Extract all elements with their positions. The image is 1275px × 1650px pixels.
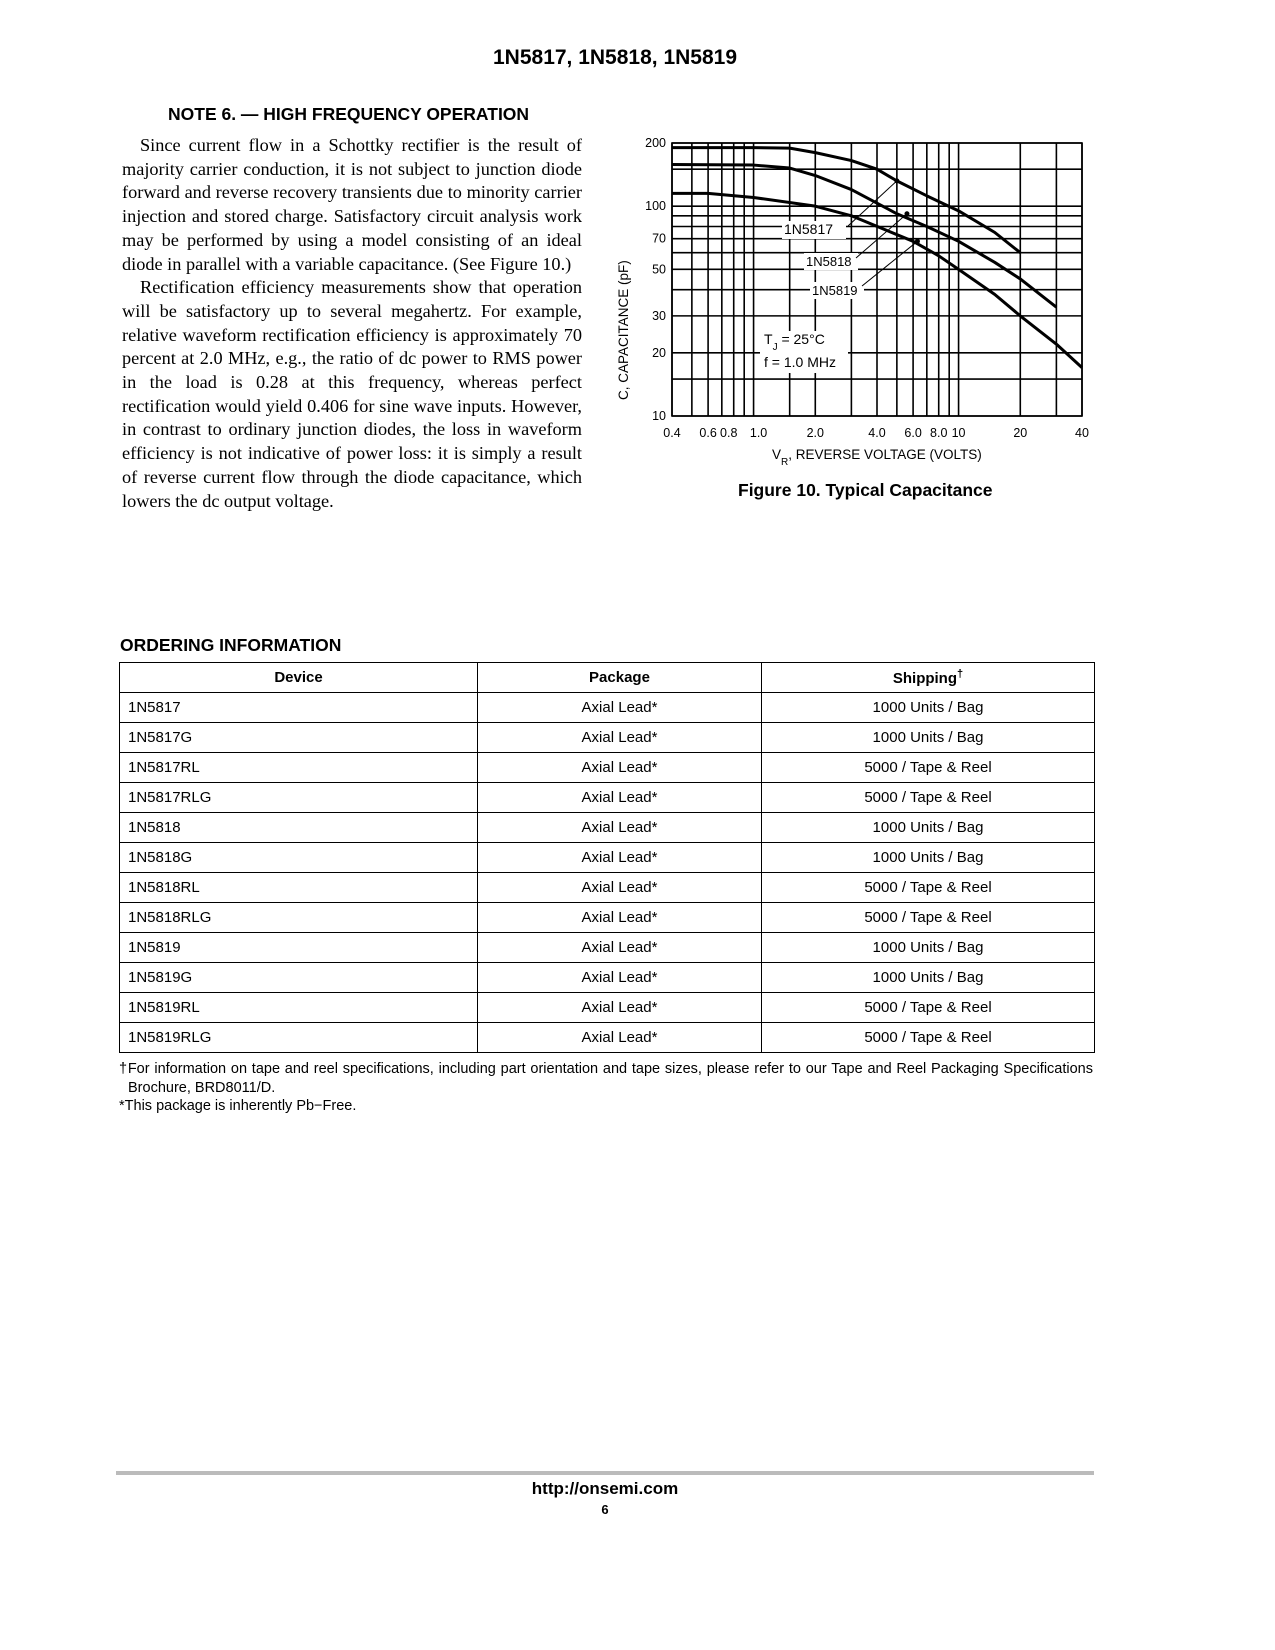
capacitance-chart — [600, 130, 1100, 470]
shipping-cell: 5000 / Tape & Reel — [762, 993, 1095, 1023]
package-cell: Axial Lead* — [478, 873, 762, 903]
x-axis-label: $V_R$, REVERSE VOLTAGE (VOLTS) — [772, 447, 982, 468]
shipping-cell: 1000 Units / Bag — [762, 963, 1095, 993]
x-tick-label: 20 — [1013, 426, 1028, 440]
x-tick-label: 6.0 — [904, 426, 922, 440]
y-tick-label: 100 — [645, 199, 666, 214]
device-cell: 1N5819G — [120, 963, 478, 993]
package-cell: Axial Lead* — [478, 963, 762, 993]
tj-annotation: $T_J = 25^\circ C$ — [764, 331, 825, 353]
x-tick-label: 0.6 — [699, 426, 717, 440]
x-tick-label: 2.0 — [806, 426, 824, 440]
note-heading: NOTE 6. — HIGH FREQUENCY OPERATION — [168, 104, 530, 124]
package-cell: Axial Lead* — [478, 783, 762, 813]
device-cell: 1N5819RLG — [120, 1023, 478, 1053]
page-title: 1N5817, 1N5818, 1N5819 — [492, 46, 738, 69]
device-cell: 1N5819 — [120, 933, 478, 963]
freq-annotation: f = 1.0 MHz — [764, 354, 836, 370]
series-label-1N5819: 1N5819 — [812, 283, 858, 298]
x-tick-label: 0.4 — [663, 426, 681, 440]
arrow-icon — [862, 241, 917, 286]
device-cell: 1N5817RL — [120, 753, 478, 783]
shipping-cell: 1000 Units / Bag — [762, 723, 1095, 753]
table-row — [120, 753, 1095, 783]
table-row — [120, 723, 1095, 753]
table-row — [120, 1023, 1095, 1053]
footnote-tape: †For information on tape and reel specifications, including part orientation and tape sizes, please refer to our Tape and Reel Packaging Specifications Brochure, BRD8011/D. — [119, 1061, 1093, 1096]
x-tick-label: 4.0 — [868, 426, 886, 440]
table-row — [120, 963, 1095, 993]
package-cell: Axial Lead* — [478, 693, 762, 723]
device-cell: 1N5818RL — [120, 873, 478, 903]
footnotes — [119, 1060, 1093, 1116]
x-tick-label: 40 — [1075, 426, 1089, 440]
table-row — [120, 843, 1095, 873]
y-tick-label: 70 — [652, 231, 666, 246]
package-cell: Axial Lead* — [478, 903, 762, 933]
ordering-heading: ORDERING INFORMATION — [120, 635, 342, 655]
note-body — [122, 134, 582, 513]
footer-rule — [116, 1471, 1094, 1475]
series-label-1N5818: 1N5818 — [806, 254, 852, 269]
footer-url[interactable]: http://onsemi.com — [531, 1479, 679, 1498]
device-cell: 1N5818G — [120, 843, 478, 873]
table-row — [120, 993, 1095, 1023]
y-tick-label: 50 — [652, 262, 666, 277]
package-cell: Axial Lead* — [478, 723, 762, 753]
x-tick-label: 1.0 — [749, 426, 768, 440]
figure-caption: Figure 10. Typical Capacitance — [738, 480, 993, 500]
package-cell: Axial Lead* — [478, 993, 762, 1023]
package-cell: Axial Lead* — [478, 1023, 762, 1053]
shipping-cell: 1000 Units / Bag — [762, 693, 1095, 723]
device-cell: 1N5818RLG — [120, 903, 478, 933]
shipping-cell: 5000 / Tape & Reel — [762, 783, 1095, 813]
shipping-cell: 1000 Units / Bag — [762, 813, 1095, 843]
table-row — [120, 783, 1095, 813]
shipping-cell: 1000 Units / Bag — [762, 843, 1095, 873]
device-cell: 1N5819RL — [120, 993, 478, 1023]
y-tick-label: 200 — [645, 136, 666, 150]
package-cell: Axial Lead* — [478, 843, 762, 873]
shipping-cell: 5000 / Tape & Reel — [762, 873, 1095, 903]
table-row — [120, 933, 1095, 963]
y-tick-label: 10 — [652, 409, 666, 423]
x-tick-label: 8.0 — [930, 426, 948, 440]
ordering-table — [119, 662, 1095, 1053]
page-number: 6 — [601, 1502, 609, 1517]
table-row — [120, 903, 1095, 933]
table-row — [120, 693, 1095, 723]
device-cell: 1N5817 — [120, 693, 478, 723]
y-tick-label: 20 — [652, 345, 666, 360]
x-tick-label: 10 — [951, 426, 966, 440]
col-shipping: Shipping† — [762, 663, 1095, 693]
shipping-cell: 1000 Units / Bag — [762, 933, 1095, 963]
paragraph: Rectification efficiency measurements show that operation will be satisfactory up to several megahertz. For example, relative waveform rectification efficiency is approximately 70 percent at 2.0 MHz, e.g., the ratio of dc power to RMS power in the load is 0.28 at this frequency, whereas perfect rectification would yield 0.406 for sine wave inputs. However, in contrast to ordinary junction diodes, the loss in waveform efficiency is not indicative of power loss: it is simply a result of reverse current flow through the diode capacitance, which lowers the dc output voltage. — [122, 277, 582, 511]
shipping-cell: 5000 / Tape & Reel — [762, 903, 1095, 933]
shipping-cell: 5000 / Tape & Reel — [762, 753, 1095, 783]
arrow-icon — [848, 181, 897, 226]
package-cell: Axial Lead* — [478, 753, 762, 783]
col-package: Package — [478, 663, 762, 693]
table-row — [120, 873, 1095, 903]
x-tick-label: 0.8 — [720, 426, 738, 440]
device-cell: 1N5817RLG — [120, 783, 478, 813]
shipping-cell: 5000 / Tape & Reel — [762, 1023, 1095, 1053]
footnote-pbfree: *This package is inherently Pb−Free. — [119, 1098, 357, 1114]
table-row — [120, 813, 1095, 843]
y-axis-label: C, CAPACITANCE (pF) — [616, 260, 631, 400]
series-label-1N5817: 1N5817 — [784, 221, 834, 237]
col-device: Device — [120, 663, 478, 693]
package-cell: Axial Lead* — [478, 813, 762, 843]
y-tick-label: 30 — [652, 308, 666, 323]
paragraph: Since current flow in a Schottky rectifier is the result of majority carrier conduction, it is not subject to junction diode forward and reverse recovery transients due to minority carrier injection and stored charge. Satisfactory circuit analysis work may be performed by using a model consisting of an ideal diode in parallel with a variable capacitance. (See Figure 10.) — [122, 135, 582, 274]
package-cell: Axial Lead* — [478, 933, 762, 963]
device-cell: 1N5817G — [120, 723, 478, 753]
device-cell: 1N5818 — [120, 813, 478, 843]
